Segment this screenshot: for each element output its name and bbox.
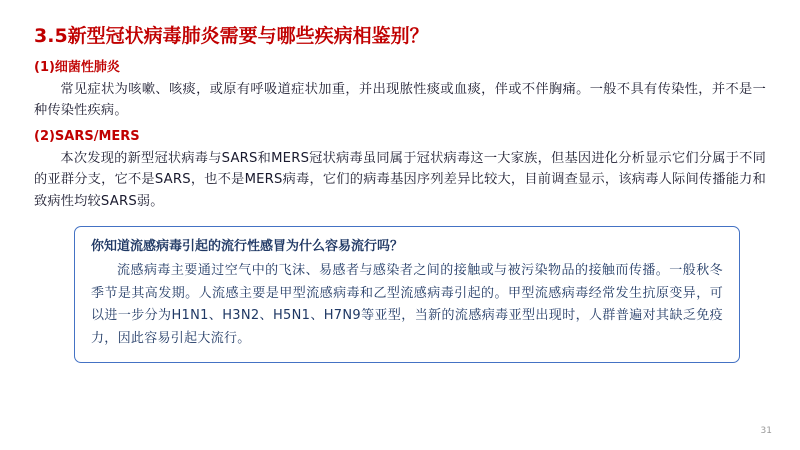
page-title: 3.5新型冠状病毒肺炎需要与哪些疾病相鉴别？ [34, 25, 429, 47]
section-heading: (2)SARS/MERS [34, 128, 140, 144]
section-bacterial-pneumonia [34, 59, 766, 122]
callout-question: 你知道流感病毒引起的流行性感冒为什么容易流行吗？ [91, 238, 404, 254]
page-number: 31 [760, 426, 772, 436]
section-paragraph: 本次发现的新型冠状病毒与SARS和MERS冠状病毒虽同属于冠状病毒这一大家族，但基因进化分析显示它们分属于不同的亚群分支，它不是SARS，也不是MERS病毒，它们的病毒基因序列差异比较大，目前调查显示，该病毒人际间传播能力和致病性均较SARS弱。 [34, 150, 766, 209]
callout-box [74, 226, 740, 363]
section-sars-mers [34, 128, 766, 212]
section-paragraph: 常见症状为咳嗽、咳痰，或原有呼吸道症状加重，并出现脓性痰或血痰，伴或不伴胸痛。一般不具有传染性，并不是一种传染性疾病。 [34, 81, 766, 119]
section-heading: (1)细菌性肺炎 [34, 59, 120, 75]
callout-answer: 流感病毒主要通过空气中的飞沫、易感者与感染者之间的接触或与被污染物品的接触而传播。一般秋冬季节是其高发期。人流感主要是甲型流感病毒和乙型流感病毒引起的。甲型流感病毒经常发生抗原变异，可以进一步分为H1N1、H3N2、H5N1、H7N9等亚型，当新的流感病毒亚型出现时，人群普遍对其缺乏免疫力，因此容易引起大流行。 [91, 263, 723, 346]
